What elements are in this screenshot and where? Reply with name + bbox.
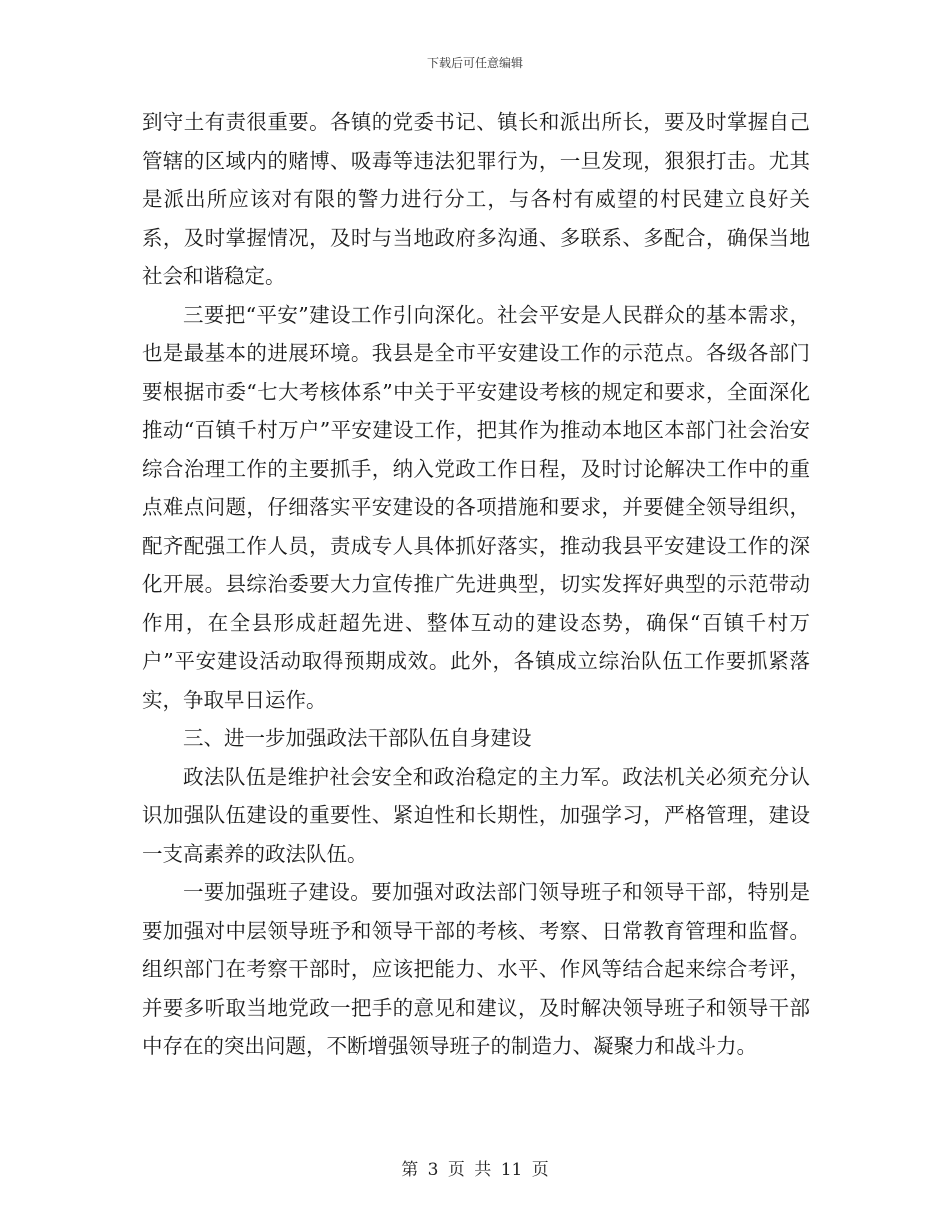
section-heading: 三、进一步加强政法干部队伍自身建设 xyxy=(183,726,532,750)
paragraph-1: 到守土有责很重要。各镇的党委书记、镇长和派出所长，要及时掌握自己管辖的区域内的赌博、吸毒等违法犯罪行为，一旦发现，狠狠打击。尤其是派出所应该对有限的警力进行分工，与各村有威望的村民建立良好关系，及时掌握情况，及时与当地政府多沟通、多联系、多配合，确保当地社会和谐稳定。 xyxy=(142,110,810,288)
paragraph-2: 三要把“平安”建设工作引向深化。社会平安是人民群众的基本需求，也是最基本的进展环境。我县是全市平安建设工作的示范点。各级各部门要根据市委“七大考核体系”中关于平安建设考核的规定和要求，全面深化推动“百镇千村万户”平安建设工作，把其作为推动本地区本部门社会治安综合治理工作的主要抓手，纳入党政工作日程，及时讨论解决工作中的重点难点问题，仔细落实平安建设的各项措施和要求，并要健全领导组织，配齐配强工作人员，责成专人具体抓好落实，推动我县平安建设工作的深化开展。县综治委要大力宣传推广先进典型，切实发挥好典型的示范带动作用，在全县形成赶超先进、整体互动的建设态势，确保“百镇千村万户”平安建设活动取得预期成效。此外，各镇成立综治队伍工作要抓紧落实，争取早日运作。 xyxy=(142,302,810,712)
page-number-footer: 第 3 页 共 11 页 xyxy=(401,1160,549,1180)
paragraph-4: 一要加强班子建设。要加强对政法部门领导班子和领导干部，特别是要加强对中层领导班予和领导干部的考核、考察、日常教育管理和监督。组织部门在考察干部时，应该把能力、水平、作风等结合起来综合考评，并要多听取当地党政一把手的意见和建议，及时解决领导班子和领导干部中存在的突出问题，不断增强领导班子的制造力、凝聚力和战斗力。 xyxy=(142,880,810,1058)
paragraph-3: 政法队伍是维护社会安全和政治稳定的主力军。政法机关必须充分认识加强队伍建设的重要性、紧迫性和长期性，加强学习，严格管理，建设一支高素养的政法队伍。 xyxy=(142,764,810,866)
page-header: 下载后可任意编辑 xyxy=(426,56,523,70)
document-body xyxy=(142,103,810,1066)
